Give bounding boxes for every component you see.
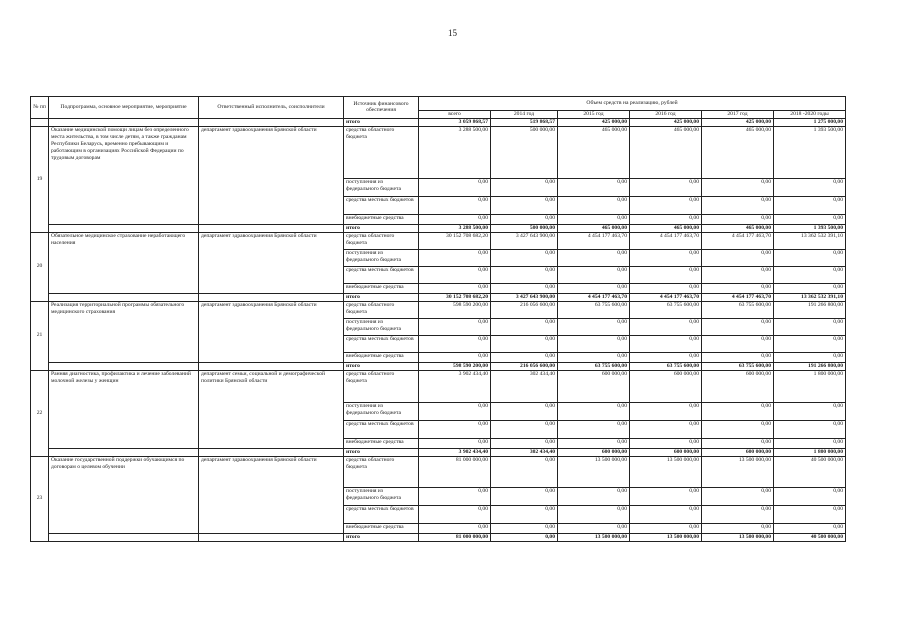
- source-label: внебюджетные средства: [344, 523, 419, 533]
- cell-value: 0,00: [702, 178, 774, 196]
- cell-value: 0,00: [774, 318, 846, 335]
- cell-value: 40 500 000,00: [774, 456, 846, 487]
- empty-cell: [49, 448, 199, 456]
- empty-cell: [49, 533, 199, 541]
- total-row: [31, 293, 846, 301]
- source-label: итого: [344, 533, 419, 541]
- cell-value: 0,00: [774, 505, 846, 523]
- cell-value: 0,00: [491, 505, 558, 523]
- source-row: [31, 456, 846, 487]
- cell-value: 465 000,00: [630, 224, 702, 232]
- cell-value: 465 000,00: [558, 126, 630, 178]
- cell-value: 0,00: [630, 266, 702, 283]
- cell-value: 63 755 600,00: [630, 301, 702, 318]
- cell-value: 0,00: [630, 318, 702, 335]
- cell-value: 4 454 177 463,70: [702, 293, 774, 301]
- cell-value: 1 393 500,00: [774, 126, 846, 178]
- cell-value: 0,00: [702, 283, 774, 293]
- cell-value: 0,00: [558, 196, 630, 214]
- cell-value: 0,00: [774, 178, 846, 196]
- cell-value: 600 000,00: [558, 370, 630, 402]
- cell-value: 0,00: [630, 214, 702, 224]
- cell-value: 0,00: [630, 505, 702, 523]
- cell-value: 0,00: [491, 456, 558, 487]
- cell-value: 0,00: [558, 266, 630, 283]
- header-executor: Ответственный исполнитель, соисполнители: [199, 97, 344, 119]
- source-label: внебюджетные средства: [344, 352, 419, 362]
- executor-name: департамент здравоохранения Брянской области: [199, 456, 344, 533]
- header-year: 2016 год: [630, 111, 702, 119]
- cell-value: 4 454 177 463,70: [702, 232, 774, 249]
- cell-value: 500 000,00: [491, 224, 558, 232]
- cell-value: 30 152 708 682,20: [419, 293, 491, 301]
- cell-value: 0,00: [774, 196, 846, 214]
- program-name: Оказание государственной поддержки обучающимся по договорам о целевом обучении: [49, 456, 199, 533]
- cell-value: 4 454 177 463,70: [630, 232, 702, 249]
- source-label: средства областного бюджета: [344, 370, 419, 402]
- cell-value: 0,00: [558, 249, 630, 266]
- cell-value: 63 755 600,00: [630, 362, 702, 370]
- cell-value: 465 000,00: [630, 126, 702, 178]
- cell-value: 13 500 000,00: [558, 533, 630, 541]
- cell-value: 30 152 708 682,20: [419, 232, 491, 249]
- header-year: 2015 год: [558, 111, 630, 119]
- header-year: 2017 год: [702, 111, 774, 119]
- row-number: 19: [31, 126, 49, 232]
- cell-value: 600 000,00: [702, 448, 774, 456]
- cell-value: 13 362 532 391,10: [774, 293, 846, 301]
- row-number: 22: [31, 370, 49, 456]
- cell-value: 0,00: [491, 283, 558, 293]
- cell-value: 40 500 000,00: [774, 533, 846, 541]
- source-label: средства местных бюджетов: [344, 335, 419, 352]
- cell-value: 0,00: [491, 438, 558, 448]
- cell-value: 13 500 000,00: [558, 456, 630, 487]
- cell-value: 0,00: [491, 196, 558, 214]
- cell-value: 0,00: [491, 266, 558, 283]
- cell-value: 191 266 800,00: [774, 362, 846, 370]
- source-label: поступления из федерального бюджета: [344, 402, 419, 420]
- budget-table: [30, 96, 846, 542]
- source-label: внебюджетные средства: [344, 438, 419, 448]
- source-row: [31, 126, 846, 178]
- cell-value: 0,00: [558, 352, 630, 362]
- cell-value: 0,00: [558, 214, 630, 224]
- cell-value: 0,00: [630, 196, 702, 214]
- cell-value: 0,00: [419, 266, 491, 283]
- cell-value: 0,00: [702, 335, 774, 352]
- cell-value: 0,00: [630, 249, 702, 266]
- cell-value: 600 000,00: [558, 448, 630, 456]
- cell-value: 216 056 600,00: [491, 362, 558, 370]
- cell-value: 0,00: [702, 487, 774, 505]
- cell-value: 0,00: [774, 249, 846, 266]
- cell-value: 0,00: [702, 352, 774, 362]
- header-year: 2018 -2020 годы: [774, 111, 846, 119]
- cell-value: 0,00: [558, 335, 630, 352]
- empty-cell: [199, 362, 344, 370]
- cell-value: 0,00: [491, 318, 558, 335]
- cell-value: 0,00: [774, 420, 846, 438]
- source-row: [31, 301, 846, 318]
- cell-value: 0,00: [702, 196, 774, 214]
- cell-value: 0,00: [419, 335, 491, 352]
- cell-value: 1 275 000,00: [774, 118, 846, 126]
- empty-cell: [49, 293, 199, 301]
- source-label: поступления из федерального бюджета: [344, 178, 419, 196]
- cell-value: 0,00: [491, 420, 558, 438]
- header-year: 2014 год: [491, 111, 558, 119]
- cell-value: 0,00: [419, 402, 491, 420]
- cell-value: 0,00: [702, 505, 774, 523]
- cell-value: 425 000,00: [558, 118, 630, 126]
- cell-value: 0,00: [419, 438, 491, 448]
- cell-value: 3 427 643 900,00: [491, 232, 558, 249]
- cell-value: 0,00: [702, 420, 774, 438]
- empty-cell: [199, 448, 344, 456]
- cell-value: 0,00: [630, 283, 702, 293]
- cell-value: 0,00: [774, 283, 846, 293]
- cell-value: 0,00: [702, 249, 774, 266]
- cell-value: 0,00: [491, 402, 558, 420]
- cell-value: 13 500 000,00: [630, 456, 702, 487]
- source-label: внебюджетные средства: [344, 214, 419, 224]
- top-total-row: [31, 118, 846, 126]
- cell-value: 81 000 000,00: [419, 456, 491, 487]
- source-label: итого: [344, 224, 419, 232]
- page-number: 15: [448, 28, 457, 38]
- empty-cell: [199, 533, 344, 541]
- cell-value: 0,00: [491, 249, 558, 266]
- cell-value: 3 288 500,00: [419, 224, 491, 232]
- source-label: средства областного бюджета: [344, 232, 419, 249]
- cell-value: 0,00: [774, 266, 846, 283]
- cell-value: 0,00: [558, 438, 630, 448]
- source-label: поступления из федерального бюджета: [344, 249, 419, 266]
- cell-value: 3 059 868,57: [419, 118, 491, 126]
- cell-value: 3 902 434,40: [419, 370, 491, 402]
- cell-value: 1 393 500,00: [774, 224, 846, 232]
- source-label: средства местных бюджетов: [344, 196, 419, 214]
- header-program: Подпрограмма, основное мероприятие, мероприятие: [49, 97, 199, 119]
- cell-value: 13 500 000,00: [630, 533, 702, 541]
- cell-value: 465 000,00: [702, 224, 774, 232]
- cell-value: 0,00: [630, 402, 702, 420]
- empty-cell: [199, 293, 344, 301]
- cell-value: 4 454 177 463,70: [558, 293, 630, 301]
- cell-value: 425 000,00: [702, 118, 774, 126]
- source-label: средства областного бюджета: [344, 126, 419, 178]
- cell-value: 0,00: [558, 487, 630, 505]
- cell-value: 1 800 000,00: [774, 370, 846, 402]
- source-label: внебюджетные средства: [344, 283, 419, 293]
- cell-value: 0,00: [491, 352, 558, 362]
- cell-value: 3 427 643 900,00: [491, 293, 558, 301]
- cell-value: 0,00: [419, 196, 491, 214]
- total-row: [31, 362, 846, 370]
- cell-value: 465 000,00: [558, 224, 630, 232]
- cell-value: 0,00: [630, 523, 702, 533]
- cell-value: 500 000,00: [491, 126, 558, 178]
- cell-value: 0,00: [419, 178, 491, 196]
- empty-cell: [199, 224, 344, 232]
- source-row: [31, 232, 846, 249]
- cell-value: 0,00: [630, 438, 702, 448]
- source-label: средства областного бюджета: [344, 456, 419, 487]
- header-volume: Объем средств на реализацию, рублей: [419, 97, 846, 111]
- source-label: итого: [344, 362, 419, 370]
- cell-value: 598 590 200,00: [419, 301, 491, 318]
- cell-value: 0,00: [419, 249, 491, 266]
- cell-value: 600 000,00: [702, 370, 774, 402]
- cell-value: 465 000,00: [702, 126, 774, 178]
- row-number: 21: [31, 301, 49, 370]
- cell-value: 13 500 000,00: [702, 456, 774, 487]
- cell-value: 63 755 600,00: [702, 362, 774, 370]
- cell-value: 0,00: [419, 420, 491, 438]
- program-name: Реализация территориальной программы обязательного медицинского страхования: [49, 301, 199, 362]
- source-label: средства местных бюджетов: [344, 266, 419, 283]
- source-label: итого: [344, 293, 419, 301]
- header-year: всего: [419, 111, 491, 119]
- cell-value: 0,00: [774, 523, 846, 533]
- cell-value: 0,00: [630, 335, 702, 352]
- source-label: поступления из федерального бюджета: [344, 318, 419, 335]
- source-label: средства областного бюджета: [344, 301, 419, 318]
- cell-value: 0,00: [630, 420, 702, 438]
- cell-value: 0,00: [774, 214, 846, 224]
- cell-value: 0,00: [774, 352, 846, 362]
- cell-value: 0,00: [419, 318, 491, 335]
- top-total-label: итого: [344, 118, 419, 126]
- source-label: итого: [344, 448, 419, 456]
- cell-value: 216 056 600,00: [491, 301, 558, 318]
- cell-value: 0,00: [558, 402, 630, 420]
- total-row: [31, 448, 846, 456]
- total-row: [31, 533, 846, 541]
- empty-cell: [49, 362, 199, 370]
- source-label: средства местных бюджетов: [344, 420, 419, 438]
- source-label: поступления из федерального бюджета: [344, 487, 419, 505]
- executor-name: департамент семьи, социальной и демографической политики Брянской области: [199, 370, 344, 448]
- cell-value: 0,00: [419, 523, 491, 533]
- cell-value: 519 868,57: [491, 118, 558, 126]
- cell-value: 0,00: [491, 487, 558, 505]
- cell-value: 4 454 177 463,70: [558, 232, 630, 249]
- cell-value: 4 454 177 463,70: [630, 293, 702, 301]
- executor-name: департамент здравоохранения Брянской области: [199, 232, 344, 293]
- row-number: 23: [31, 456, 49, 541]
- source-label: средства местных бюджетов: [344, 505, 419, 523]
- executor-name: департамент здравоохранения Брянской области: [199, 301, 344, 362]
- cell-value: 63 755 600,00: [702, 301, 774, 318]
- cell-value: 1 800 000,00: [774, 448, 846, 456]
- cell-value: 0,00: [702, 266, 774, 283]
- row-number: 20: [31, 232, 49, 301]
- cell-value: 63 755 600,00: [558, 362, 630, 370]
- empty-cell: [49, 224, 199, 232]
- cell-value: 0,00: [630, 487, 702, 505]
- cell-value: 0,00: [702, 214, 774, 224]
- executor-name: департамент здравоохранения Брянской области: [199, 126, 344, 224]
- cell-value: 0,00: [702, 523, 774, 533]
- total-row: [31, 224, 846, 232]
- cell-value: 0,00: [419, 214, 491, 224]
- cell-value: 63 755 600,00: [558, 301, 630, 318]
- cell-value: 0,00: [774, 402, 846, 420]
- cell-value: 0,00: [702, 318, 774, 335]
- cell-value: 302 434,40: [491, 370, 558, 402]
- cell-value: 0,00: [558, 283, 630, 293]
- cell-value: 0,00: [558, 178, 630, 196]
- cell-value: 0,00: [774, 438, 846, 448]
- cell-value: 0,00: [630, 352, 702, 362]
- cell-value: 0,00: [558, 523, 630, 533]
- cell-value: 13 362 532 391,10: [774, 232, 846, 249]
- cell-value: 0,00: [558, 420, 630, 438]
- program-name: Оказание медицинской помощи лицам без определенного места жительства, в том числе детям, а также гражданам Республики Беларусь, временно пребывающим и работающим в организациях Российской Федерации по трудовым договорам: [49, 126, 199, 224]
- program-name: Ранняя диагностика, профилактика и лечение заболеваний молочной железы у женщин: [49, 370, 199, 448]
- cell-value: 191 266 800,00: [774, 301, 846, 318]
- source-row: [31, 370, 846, 402]
- cell-value: 81 000 000,00: [419, 533, 491, 541]
- cell-value: 0,00: [558, 505, 630, 523]
- cell-value: 0,00: [491, 214, 558, 224]
- cell-value: 3 902 434,40: [419, 448, 491, 456]
- header-source: Источник финансового обеспечения: [344, 97, 419, 119]
- header-num: № пп: [31, 97, 49, 119]
- cell-value: 598 590 200,00: [419, 362, 491, 370]
- cell-value: 0,00: [558, 318, 630, 335]
- cell-value: 0,00: [491, 533, 558, 541]
- cell-value: 0,00: [491, 335, 558, 352]
- cell-value: 0,00: [419, 352, 491, 362]
- cell-value: 425 000,00: [630, 118, 702, 126]
- cell-value: 3 288 500,00: [419, 126, 491, 178]
- program-name: Обязательное медицинское страхование неработающего населения: [49, 232, 199, 293]
- cell-value: 0,00: [419, 505, 491, 523]
- cell-value: 0,00: [491, 178, 558, 196]
- cell-value: 0,00: [774, 335, 846, 352]
- cell-value: 13 500 000,00: [702, 533, 774, 541]
- cell-value: 0,00: [419, 283, 491, 293]
- cell-value: 0,00: [491, 523, 558, 533]
- cell-value: 302 434,40: [491, 448, 558, 456]
- cell-value: 0,00: [630, 178, 702, 196]
- cell-value: 0,00: [702, 438, 774, 448]
- cell-value: 600 000,00: [630, 448, 702, 456]
- cell-value: 0,00: [419, 487, 491, 505]
- cell-value: 0,00: [702, 402, 774, 420]
- cell-value: 600 000,00: [630, 370, 702, 402]
- cell-value: 0,00: [774, 487, 846, 505]
